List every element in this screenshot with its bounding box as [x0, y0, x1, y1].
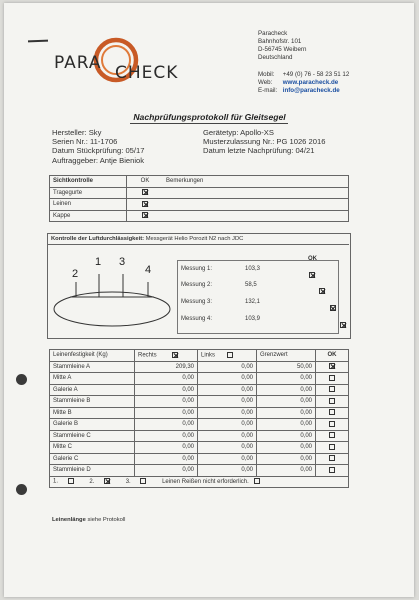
luft-header-device: Messgerät Helio Porozit N2 nach JDC [144, 236, 244, 242]
company-address [258, 30, 349, 95]
paracheck-logo [52, 36, 179, 86]
leinen-ok-checkbox[interactable] [142, 201, 148, 207]
grenzwert-value: 0,00 [257, 384, 316, 396]
links-header [198, 350, 257, 362]
bemerkungen-header: Bemerkungen [163, 176, 349, 188]
web-label: Web: [258, 79, 273, 86]
leinenlaenge-label: Leinenlänge [52, 517, 86, 523]
datum-letzte-nachpruefung: Datum letzte Nachprüfung: 04/21 [203, 146, 315, 156]
rechts-label: Rechts [138, 352, 157, 359]
row-ok-checkbox[interactable] [329, 455, 335, 461]
grenzwert-value: 0,00 [257, 373, 316, 385]
links-value: 0,00 [198, 396, 257, 408]
line-label: Galerie B [50, 419, 135, 431]
sichtkontrolle-table [49, 175, 349, 222]
geraetetyp: Gerätetyp: Apollo-XS [203, 128, 274, 137]
rechts-value: 0,00 [135, 396, 198, 408]
diagram-number-4: 4 [145, 264, 152, 276]
hersteller: Hersteller: Sky [52, 128, 102, 137]
line-label: Stammleine D [50, 465, 135, 477]
sicht-ok-header: OK [127, 176, 164, 188]
option-2-label: 2. [89, 479, 95, 486]
rechts-value: 0,00 [135, 430, 198, 442]
messung-1-label: Messung 1: [181, 266, 213, 272]
table-row [50, 373, 349, 385]
document-title: Nachprüfungsprotokoll für Gleitsegel [133, 112, 286, 122]
luft-header-label: Kontrolle der Luftdurchlässigkeit: [51, 236, 145, 242]
links-value: 0,00 [198, 407, 257, 419]
sicht-row-label: Kappe [50, 210, 127, 222]
messung-3-value: 132,1 [245, 299, 261, 305]
links-value: 0,00 [198, 430, 257, 442]
messung-2-label: Messung 2: [181, 282, 213, 288]
table-row [50, 453, 349, 465]
meta-right [203, 128, 325, 156]
line-label: Galerie A [50, 384, 135, 396]
sichtkontrolle-header: Sichtkontrolle [50, 176, 127, 188]
grenzwert-value: 50,00 [257, 361, 316, 373]
company-city: D-56745 Weibern [258, 46, 307, 53]
rechts-value: 0,00 [135, 384, 198, 396]
row-ok-checkbox[interactable] [329, 363, 335, 369]
table-row [50, 419, 349, 431]
kappe-ok-checkbox[interactable] [142, 212, 148, 218]
grenzwert-value: 0,00 [257, 465, 316, 477]
leinenfestigkeit-header: Leinenfestigkeit (Kg) [50, 350, 135, 362]
links-value: 0,00 [198, 442, 257, 454]
table-row [50, 361, 349, 373]
company-country: Deutschland [258, 54, 293, 61]
line-label: Stammleine B [50, 396, 135, 408]
punch-hole-top [16, 374, 27, 385]
email-label: E-mail: [258, 87, 278, 94]
line-label: Stammleine C [50, 430, 135, 442]
leinenlaenge-note [52, 517, 125, 523]
leinen-footer-cell [50, 476, 349, 488]
company-street: Bahnhofstr. 101 [258, 38, 302, 45]
grenzwert-value: 0,00 [257, 419, 316, 431]
musterzulassung: Musterzulassung Nr.: PG 1026 2016 [203, 137, 326, 147]
rechts-value: 0,00 [135, 453, 198, 465]
title-underline [130, 123, 288, 124]
messung-3-ok-checkbox[interactable] [330, 305, 336, 311]
links-checkbox[interactable] [227, 352, 233, 358]
links-value: 0,00 [198, 453, 257, 465]
table-row [50, 396, 349, 408]
row-ok-checkbox[interactable] [329, 375, 335, 381]
table-row [50, 407, 349, 419]
table-row [50, 430, 349, 442]
diagram-number-2: 2 [72, 268, 79, 280]
links-label: Links [201, 352, 216, 359]
sicht-row-label: Tragegurte [50, 187, 127, 199]
kappe-remarks [163, 210, 349, 222]
grenzwert-value: 0,00 [257, 453, 316, 465]
row-ok-checkbox[interactable] [329, 386, 335, 392]
rechts-checkbox[interactable] [172, 352, 178, 358]
row-ok-checkbox[interactable] [329, 467, 335, 473]
links-value: 0,00 [198, 361, 257, 373]
links-value: 0,00 [198, 419, 257, 431]
line-label: Stammleine A [50, 361, 135, 373]
rechts-value: 0,00 [135, 442, 198, 454]
diagram-number-3: 3 [119, 256, 126, 268]
line-label: Mitte C [50, 442, 135, 454]
auftraggeber: Auftraggeber: Antje Bieniok [52, 155, 145, 165]
messung-4-value: 103,9 [245, 316, 261, 322]
links-value: 0,00 [198, 465, 257, 477]
option-3-checkbox[interactable] [140, 478, 146, 484]
web-link[interactable]: www.paracheck.de [282, 79, 339, 86]
rechts-value: 209,30 [135, 361, 198, 373]
table-row [50, 442, 349, 454]
table-row [50, 384, 349, 396]
links-value: 0,00 [198, 373, 257, 385]
links-value: 0,00 [198, 384, 257, 396]
company-name: Paracheck [258, 30, 288, 37]
diagram-number-1: 1 [95, 256, 102, 268]
option-1-checkbox[interactable] [68, 478, 74, 484]
row-ok-checkbox[interactable] [329, 432, 335, 438]
line-label: Galerie C [50, 453, 135, 465]
leinenfestigkeit-table [49, 349, 349, 488]
rechts-value: 0,00 [135, 465, 198, 477]
line-label: Mitte B [50, 407, 135, 419]
sicht-row-label: Leinen [50, 199, 127, 211]
leinen-reissen-checkbox[interactable] [254, 478, 260, 484]
messung-1-value: 103,3 [245, 266, 261, 272]
punch-hole-bottom [16, 484, 27, 495]
leinen-footer-row [50, 476, 349, 488]
messung-4-label: Messung 4: [181, 316, 213, 322]
messung-3-label: Messung 3: [181, 299, 213, 305]
mobile-label: Mobil: [258, 71, 275, 78]
grenzwert-value: 0,00 [257, 442, 316, 454]
rechts-header [135, 350, 198, 362]
mobile-number: +49 (0) 76 - 58 23 51 12 [282, 71, 350, 78]
row-ok-checkbox[interactable] [329, 398, 335, 404]
rechts-value: 0,00 [135, 373, 198, 385]
meta-left [52, 128, 144, 165]
datum-stueckpruefung: Datum Stückprüfung: 05/17 [52, 146, 145, 156]
option-2-checkbox[interactable] [104, 478, 110, 484]
logo-text-check: CHECK [115, 63, 179, 83]
logo-text-para: PARA [54, 53, 102, 73]
messung-2-ok-checkbox[interactable] [319, 288, 325, 294]
line-label: Mitte A [50, 373, 135, 385]
grenzwert-value: 0,00 [257, 396, 316, 408]
leinen-remarks [163, 199, 349, 211]
row-ok-checkbox[interactable] [329, 409, 335, 415]
grenzwert-value: 0,00 [257, 407, 316, 419]
messung-2-value: 58,5 [245, 282, 257, 288]
option-1-label: 1. [53, 479, 59, 486]
table-row [50, 465, 349, 477]
luft-header [51, 236, 243, 242]
messung-ok-header: OK [308, 256, 317, 262]
rechts-value: 0,00 [135, 407, 198, 419]
leinenlaenge-ref: siehe Protokoll [85, 517, 126, 523]
rechts-value: 0,00 [135, 419, 198, 431]
grenzwert-value: 0,00 [257, 430, 316, 442]
luft-divider [47, 244, 349, 245]
serien-nr: Serien Nr.: 11-1706 [52, 137, 118, 147]
leinen-reissen-note: Leinen Reißen nicht erforderlich. [162, 479, 249, 486]
email-link[interactable]: info@paracheck.de [282, 87, 340, 94]
row-ok-checkbox[interactable] [329, 421, 335, 427]
messung-4-ok-checkbox[interactable] [340, 322, 346, 328]
option-3-label: 3. [125, 479, 131, 486]
row-ok-checkbox[interactable] [329, 444, 335, 450]
tragegurte-ok-checkbox[interactable] [142, 189, 148, 195]
wing-diagram [52, 252, 177, 332]
grenzwert-header: Grenzwert [257, 350, 316, 362]
leinen-ok-header: OK [316, 350, 349, 362]
tragegurte-remarks [163, 187, 349, 199]
messung-1-ok-checkbox[interactable] [309, 272, 315, 278]
